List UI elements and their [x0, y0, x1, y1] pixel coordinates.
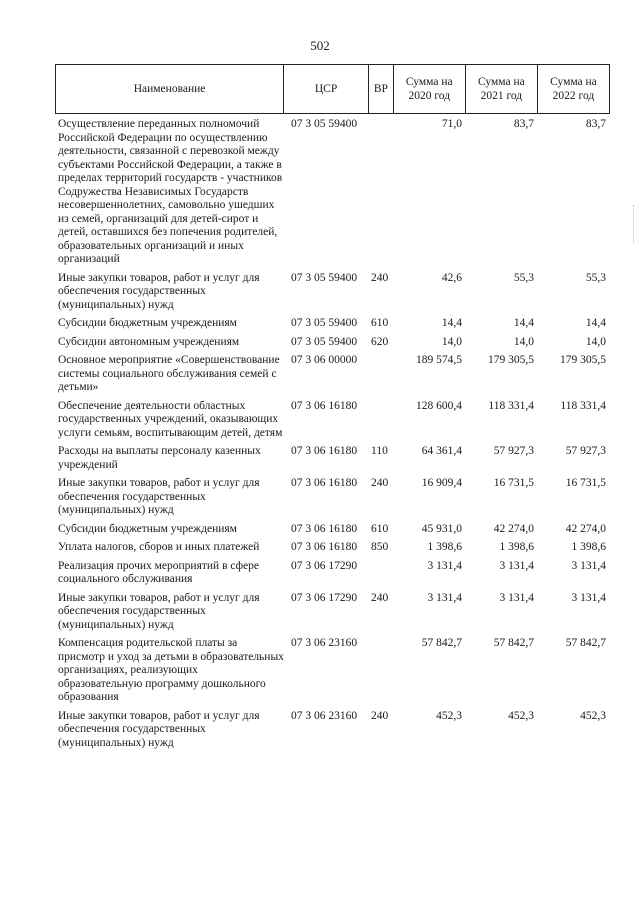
row-sum-2022: 179 305,5: [560, 354, 606, 366]
table-row: [55, 590, 610, 636]
budget-table: [55, 64, 610, 753]
row-sum-2022: 57 927,3: [565, 445, 606, 457]
row-sum-2021: 55,3: [513, 271, 534, 284]
row-vr: 240: [371, 271, 389, 284]
row-sum-2022: 14,4: [585, 317, 606, 329]
row-sum-2020: 42,6: [441, 271, 462, 284]
row-sum-2021: 57 927,3: [493, 445, 534, 457]
row-csr: 07 3 05 59400: [291, 317, 358, 329]
row-sum-2022: 3 131,4: [571, 591, 606, 604]
row-sum-2022: 55,3: [585, 271, 606, 284]
header-sum-2022: Сумма на 2022 год: [550, 76, 597, 102]
table-row: [55, 475, 610, 521]
table-row: [55, 334, 610, 353]
row-sum-2020: 189 574,5: [416, 354, 462, 366]
row-csr: 07 3 06 16180: [291, 522, 358, 535]
table-row: [55, 352, 610, 398]
row-vr: 110: [371, 445, 388, 457]
table-body: [55, 116, 610, 753]
row-sum-2022: 1 398,6: [571, 541, 606, 553]
row-csr: 07 3 05 59400: [291, 335, 358, 348]
row-sum-2022: 42 274,0: [565, 522, 606, 535]
row-name: Иные закупки товаров, работ и услуг для обеспечения государственных (муниципальных) нужд: [58, 591, 260, 631]
row-csr: 07 3 05 59400: [291, 271, 358, 284]
row-vr: [370, 637, 394, 705]
header-vr: ВР: [369, 65, 394, 113]
row-csr: 07 3 06 16180: [291, 477, 358, 489]
table-row: [55, 635, 610, 708]
row-sum-2020: 128 600,4: [416, 399, 462, 412]
table-header: [55, 64, 610, 114]
row-sum-2021: 16 731,5: [493, 477, 534, 489]
row-name: Обеспечение деятельности областных государственных учреждений, оказывающих услуги семьям, воспитывающим детей, детям: [58, 399, 283, 439]
row-name: Основное мероприятие «Совершенствование системы социального обслуживания семей с детьми»: [58, 354, 280, 393]
row-vr: 240: [371, 477, 389, 489]
row-vr: [370, 400, 394, 441]
row-vr: 850: [371, 541, 389, 553]
table-row: [55, 708, 610, 754]
row-sum-2021: 42 274,0: [493, 522, 534, 535]
row-vr: [370, 118, 394, 267]
row-vr: [370, 354, 394, 395]
table-row: [55, 539, 610, 558]
row-csr: 07 3 06 17290: [291, 591, 358, 604]
row-sum-2021: 1 398,6: [499, 541, 534, 553]
row-sum-2021: 83,7: [513, 118, 534, 130]
row-sum-2020: 16 909,4: [421, 477, 462, 489]
row-vr: 240: [371, 591, 389, 604]
row-sum-2021: 452,3: [508, 709, 534, 722]
row-csr: 07 3 06 16180: [291, 399, 358, 412]
scan-edge-mark: [633, 205, 636, 243]
table-row: [55, 558, 610, 590]
row-vr: 620: [371, 335, 389, 348]
row-sum-2022: 14,0: [585, 335, 606, 348]
row-sum-2020: 64 361,4: [421, 445, 462, 457]
row-sum-2021: 14,0: [513, 335, 534, 348]
row-sum-2020: 3 131,4: [427, 559, 462, 572]
row-name: Осуществление переданных полномочий Российской Федерации по осуществлению деятельности, связанной с перевозкой между субъектами Российской Федерации, а также в пределах территорий государств - участников Содружества Независимых Государств несовершеннолетних, самовольно ушедших из семей, организаций для детей-сирот и детей, оставшихся без попечения родителей, образовательных организаций и иных организаций: [58, 118, 283, 265]
row-csr: 07 3 06 16180: [291, 445, 358, 457]
row-csr: 07 3 06 00000: [291, 354, 358, 366]
table-row: [55, 398, 610, 444]
row-name: Субсидии бюджетным учреждениям: [58, 317, 237, 329]
row-name: Компенсация родительской платы за присмотр и уход за детьми в образовательных организациях, реализующих образовательную программу дошкольного образования: [58, 637, 284, 703]
row-sum-2021: 3 131,4: [499, 559, 534, 572]
row-sum-2021: 3 131,4: [499, 591, 534, 604]
header-csr: ЦСР: [284, 65, 369, 113]
row-sum-2022: 83,7: [585, 118, 606, 130]
row-sum-2022: 3 131,4: [571, 559, 606, 572]
row-name: Иные закупки товаров, работ и услуг для обеспечения государственных (муниципальных) нужд: [58, 477, 260, 516]
row-sum-2021: 118 331,4: [488, 399, 534, 412]
table-row: [55, 521, 610, 540]
row-sum-2020: 3 131,4: [427, 591, 462, 604]
table-row: [55, 116, 610, 270]
row-vr: [370, 560, 394, 587]
row-sum-2021: 179 305,5: [488, 354, 534, 366]
row-csr: 07 3 06 17290: [291, 559, 358, 572]
row-sum-2020: 14,4: [441, 317, 462, 329]
row-sum-2020: 1 398,6: [427, 541, 462, 553]
row-vr: 610: [371, 317, 389, 329]
row-name: Реализация прочих мероприятий в сфере социального обслуживания: [58, 559, 260, 585]
row-sum-2022: 452,3: [580, 709, 606, 722]
header-sum-2020: Сумма на 2020 год: [394, 65, 466, 113]
row-name: Уплата налогов, сборов и иных платежей: [58, 541, 260, 553]
row-sum-2022: 16 731,5: [565, 477, 606, 489]
row-sum-2021: 57 842,7: [493, 637, 534, 649]
row-sum-2020: 14,0: [441, 335, 462, 348]
header-name: Наименование: [56, 65, 284, 113]
row-csr: 07 3 05 59400: [291, 118, 358, 130]
row-sum-2020: 71,0: [441, 118, 462, 130]
row-sum-2021: 14,4: [513, 317, 534, 329]
row-name: Расходы на выплаты персоналу казенных учреждений: [58, 445, 261, 471]
table-row: [55, 443, 610, 475]
row-name: Субсидии автономным учреждениям: [58, 335, 240, 348]
row-sum-2020: 452,3: [436, 709, 462, 722]
row-sum-2022: 118 331,4: [560, 399, 606, 412]
header-sum-2021: Сумма на 2021 год: [466, 65, 538, 113]
row-name: Иные закупки товаров, работ и услуг для обеспечения государственных (муниципальных) нужд: [58, 271, 260, 311]
row-vr: 240: [371, 709, 389, 722]
page-number: 502: [310, 38, 330, 53]
row-csr: 07 3 06 16180: [291, 541, 358, 553]
table-row: [55, 270, 610, 316]
row-csr: 07 3 06 23160: [291, 709, 358, 722]
row-name: Иные закупки товаров, работ и услуг для обеспечения государственных (муниципальных) нужд: [58, 709, 260, 749]
row-sum-2020: 45 931,0: [421, 522, 462, 535]
table-row: [55, 315, 610, 334]
row-sum-2022: 57 842,7: [565, 637, 606, 649]
row-csr: 07 3 06 23160: [291, 637, 358, 649]
row-vr: 610: [371, 522, 389, 535]
row-sum-2020: 57 842,7: [421, 637, 462, 649]
row-name: Субсидии бюджетным учреждениям: [58, 522, 237, 535]
